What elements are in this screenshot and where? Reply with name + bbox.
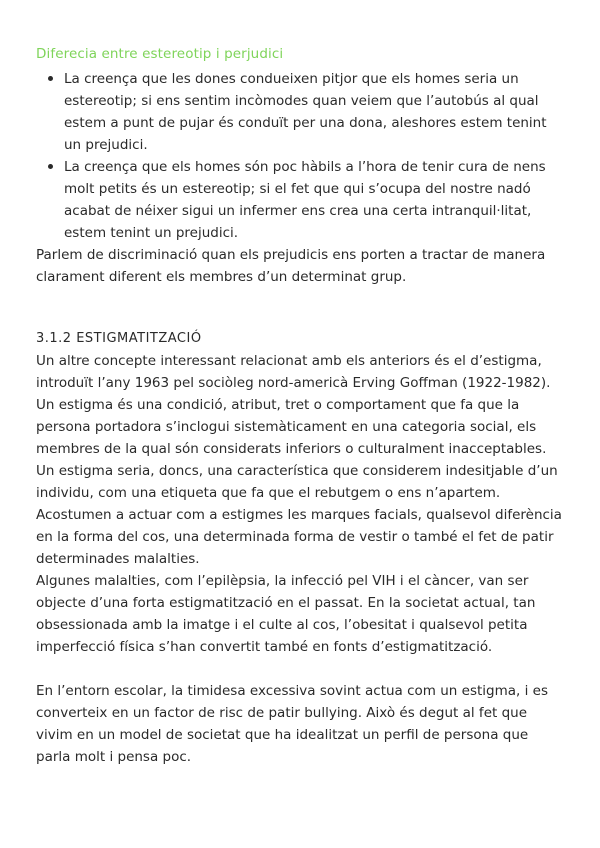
school-stigma-paragraph: En l’entorn escolar, la timidesa excessiva sovint actua com un estigma, i es converteix en un factor de risc de patir bullying. Això és degut al fet que vivim en un model de societat que ha idealitzat un perfil de persona que parla molt i pensa poc. [36, 683, 548, 765]
bullet-item-childcare: La creença que els homes són poc hàbils a l’hora de tenir cura de nens molt petits és un estereotip; si el fet que qui s’ocupa del nostre nadó acabat de néixer sigui un infermer ens crea una certa intranquil·litat, estem tenint un prejudici. [36, 156, 566, 244]
spacer [36, 288, 566, 328]
discrimination-paragraph: Parlem de discriminació quan els prejudicis ens porten a tractar de manera clarament diferent els membres d’un determinat grup. [36, 247, 546, 285]
document-page [36, 44, 566, 768]
example-bullet-list [36, 68, 566, 244]
section-heading: Diferecia entre estereotip i perjudici [36, 46, 284, 62]
section-title: 3.1.2 ESTIGMATITZACIÓ [36, 331, 202, 346]
stigma-definition-paragraph: Un altre concepte interessant relacionat amb els anteriors és el d’estigma, introduït l’any 1963 pel sociòleg nord-americà Erving Goffman (1922-1982). Un estigma és una condició, atribut, tret o comportament que fa que la persona portadora s’inclogui sistemàticament en una categoria social, els membres de la qual són considerats inferiors o culturalment inacceptables. Un estigma seria, doncs, una característica que considerem indesitjable d’un individu, com una etiqueta que fa que el rebutgem o ens n’apartem. Acostumen a actuar com a estigmes les marques facials, qualsevol diferència en la forma del cos, una determinada forma de vestir o també el fet de patir determinades malalties. [36, 353, 562, 567]
bullet-item-drivers: La creença que les dones condueixen pitjor que els homes seria un estereotip; si ens sentim incòmodes quan veiem que l’autobús al qual estem a punt de pujar és conduït per una dona, aleshores estem tenint un prejudici. [36, 68, 566, 156]
stigma-illnesses-paragraph: Algunes malalties, com l’epilèpsia, la infecció pel VIH i el càncer, van ser objecte d’una forta estigmatització en el passat. En la societat actual, tan obsessionada amb la imatge i el culte al cos, l’obesitat i qualsevol petita imperfecció física s’han convertit també en fonts d’estigmatització. [36, 573, 536, 655]
spacer [36, 658, 566, 680]
